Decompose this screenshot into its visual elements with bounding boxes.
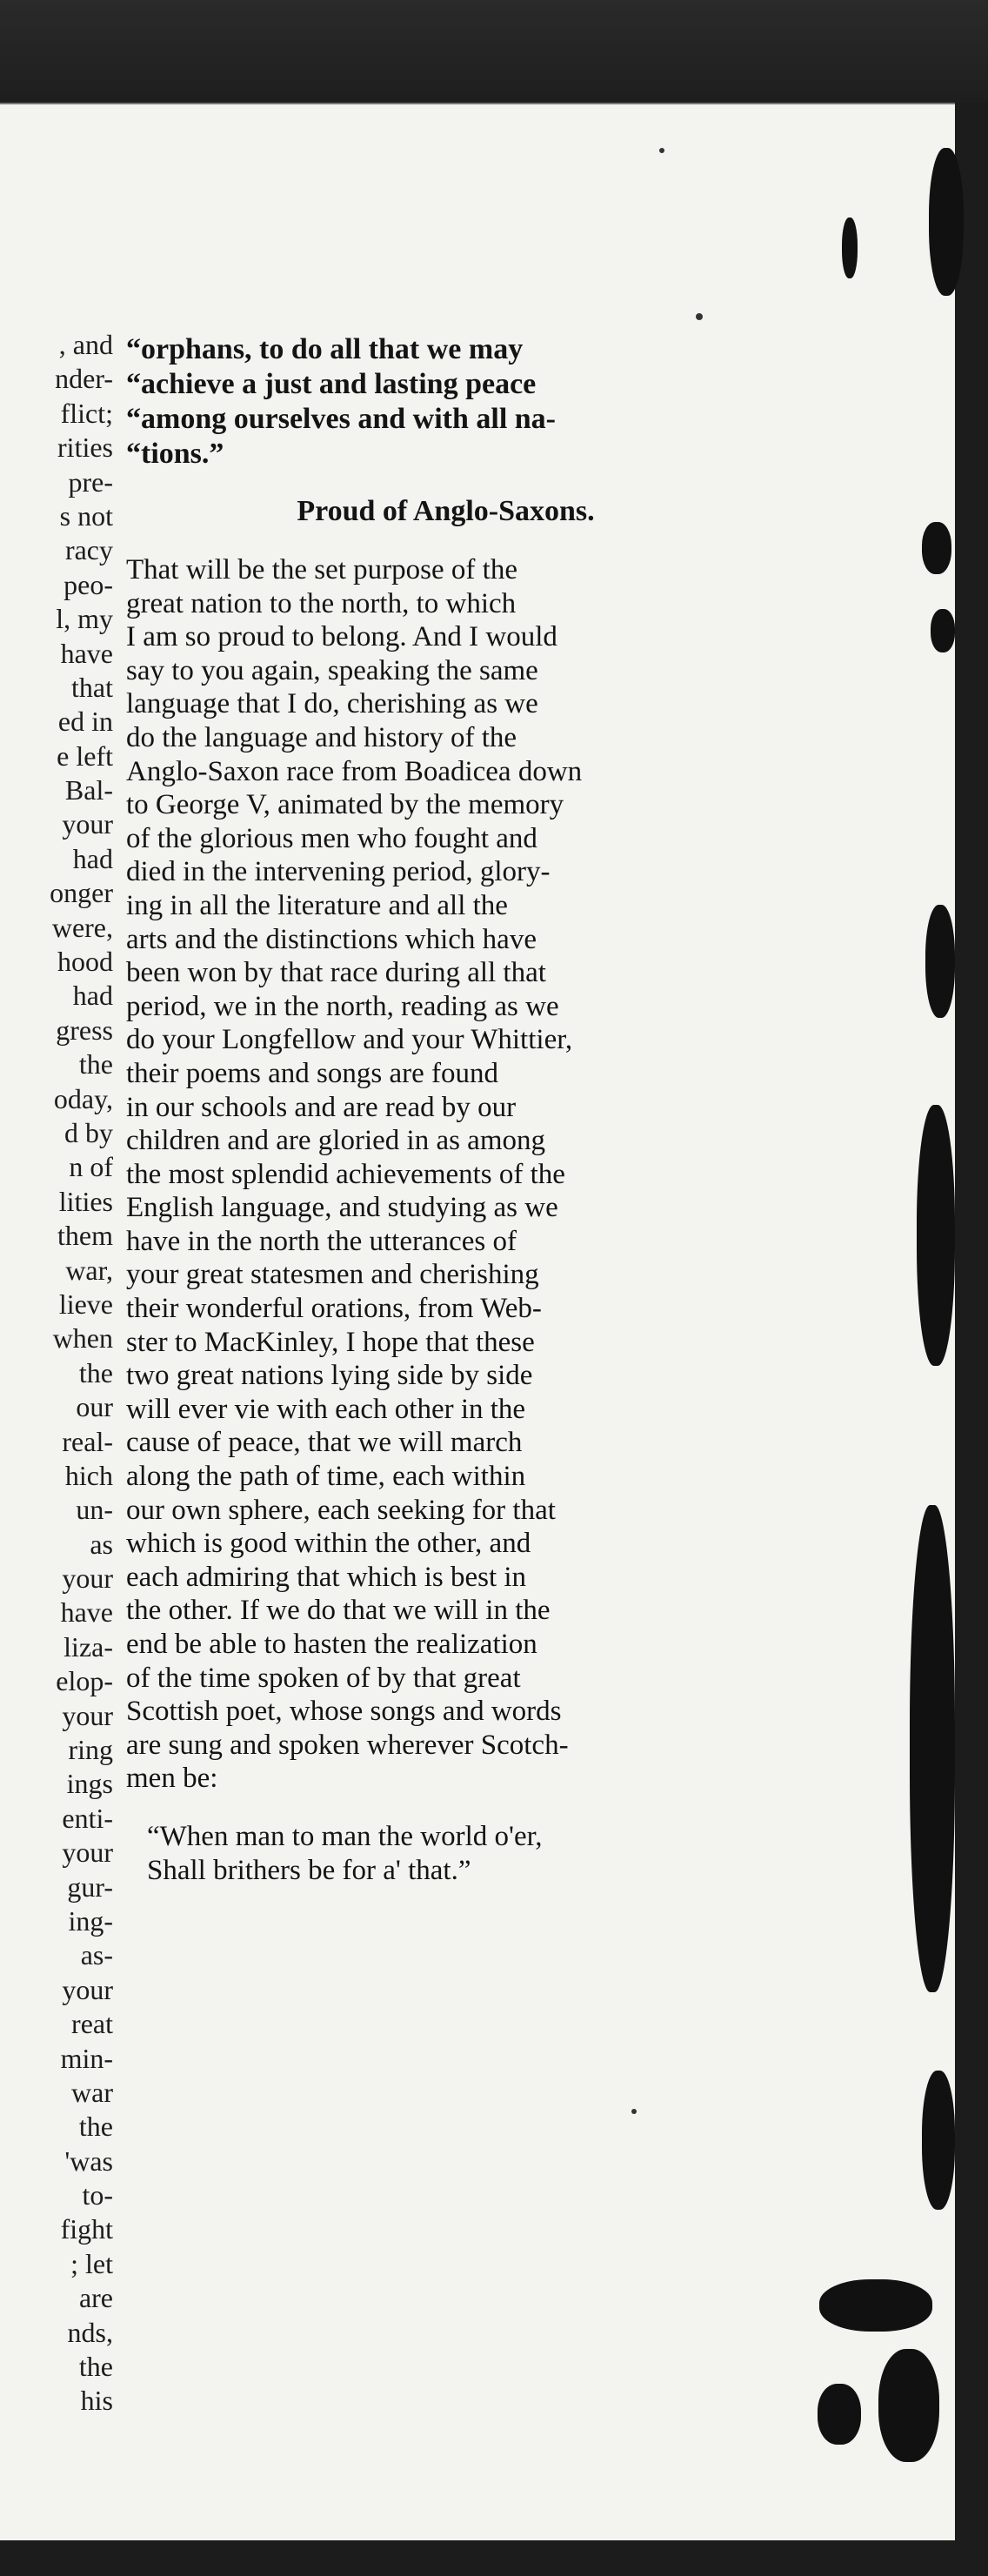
left-column-line: 'was — [64, 2144, 113, 2177]
body-line: end be able to hasten the realization — [126, 1629, 537, 1660]
body-line: have in the north the utterances of — [126, 1225, 517, 1257]
left-column-line: l, my — [56, 603, 113, 635]
left-column-line: s not — [59, 499, 113, 532]
verse-quotation — [126, 1820, 765, 1888]
ink-blot — [922, 522, 951, 574]
body-line: say to you again, speaking the same — [126, 654, 538, 686]
ink-blot — [922, 2071, 955, 2210]
left-column-fragments — [0, 328, 113, 2419]
left-column-line: onger — [50, 877, 113, 909]
subheading: Proud of Anglo-Saxons. — [297, 495, 595, 527]
left-column-line: hood — [57, 946, 113, 978]
left-column-line: elop- — [56, 1665, 113, 1697]
ink-blot — [818, 2384, 861, 2445]
left-column-line: rities — [57, 432, 113, 464]
left-column-line: your — [62, 1699, 113, 1731]
body-line: Scottish poet, whose songs and words — [126, 1696, 562, 1728]
left-column-line: n of — [69, 1151, 113, 1183]
ink-blot — [925, 905, 955, 1018]
left-column-line: pre- — [68, 465, 113, 498]
body-line: do the language and history of the — [126, 721, 517, 753]
left-column-line: lities — [58, 1185, 113, 1217]
ink-blot — [878, 2349, 939, 2462]
ink-blot — [931, 609, 955, 652]
left-column-line: our — [76, 1391, 113, 1423]
left-column-line: your — [62, 1973, 113, 2005]
left-column-line: had — [72, 980, 113, 1012]
left-column-line: the — [78, 2111, 113, 2143]
left-column-line: hich — [64, 1459, 113, 1491]
left-column-line: ing- — [68, 1904, 113, 1937]
left-column-line: min- — [60, 2042, 113, 2074]
verse-line: “When man to man the world o'er, — [147, 1820, 543, 1852]
left-column-line: were, — [51, 911, 113, 943]
closing-quotation — [126, 332, 765, 472]
quote-line: “achieve a just and lasting peace — [126, 368, 537, 400]
quote-line: “among ourselves and with all na- — [126, 403, 556, 435]
left-column-line: gress — [56, 1014, 113, 1046]
body-line: two great nations lying side by side — [126, 1360, 533, 1392]
body-line: in our schools and are read by our — [126, 1091, 517, 1123]
body-line: will ever vie with each other in the — [126, 1393, 526, 1425]
left-column-line: fight — [60, 2213, 113, 2245]
speck — [696, 313, 703, 320]
left-column-line: his — [80, 2385, 113, 2417]
verse-line: Shall brithers be for a' that.” — [147, 1854, 471, 1886]
speck — [659, 148, 664, 153]
ink-blot — [929, 148, 964, 296]
scan-top-border — [0, 0, 988, 103]
scan-right-border — [955, 103, 988, 2576]
body-line: each admiring that which is best in — [126, 1561, 527, 1593]
left-column-line: your — [62, 1837, 113, 1869]
left-column-line: the — [78, 2351, 113, 2383]
body-line: to George V, animated by the memory — [126, 789, 564, 821]
body-line: ing in all the literature and all the — [126, 889, 508, 921]
body-line: of the time spoken of by that great — [126, 1662, 521, 1694]
left-column-line: the — [78, 1356, 113, 1388]
left-column-line: your — [62, 808, 113, 840]
left-column-line: ring — [68, 1734, 113, 1766]
left-column-line: war — [71, 2076, 113, 2108]
left-column-line: war, — [65, 1254, 113, 1286]
body-line: ster to MacKinley, I hope that these — [126, 1326, 535, 1358]
left-column-line: nder- — [55, 363, 113, 395]
left-column-line: oday, — [53, 1082, 113, 1114]
left-column-line: un- — [76, 1494, 113, 1526]
left-column-line: reat — [71, 2008, 113, 2040]
left-column-line: when — [52, 1322, 113, 1355]
body-line: great nation to the north, to which — [126, 587, 517, 619]
body-line: I am so proud to belong. And I would — [126, 621, 557, 653]
left-column-line: that — [71, 671, 113, 703]
body-line: are sung and spoken wherever Scotch- — [126, 1729, 569, 1761]
left-column-line: flict; — [60, 397, 113, 429]
body-line: the other. If we do that we will in the — [126, 1595, 551, 1627]
body-line: children and are gloried in as among — [126, 1125, 545, 1157]
left-column-line: to- — [82, 2179, 113, 2211]
article-column — [126, 332, 765, 1888]
left-column-line: racy — [64, 534, 113, 566]
left-column-line: your — [62, 1562, 113, 1595]
left-column-line: ings — [66, 1768, 113, 1800]
body-line: along the path of time, each within — [126, 1461, 526, 1493]
body-line: your great statesmen and cherishing — [126, 1259, 539, 1291]
body-line: the most splendid achievements of the — [126, 1158, 565, 1190]
body-line: our own sphere, each seeking for that — [126, 1494, 556, 1526]
left-column-line: ; let — [70, 2247, 113, 2279]
body-line: their wonderful orations, from Web- — [126, 1293, 542, 1325]
left-column-line: d by — [64, 1116, 113, 1148]
ink-blot — [910, 1505, 955, 1992]
left-column-line: Bal- — [64, 774, 113, 806]
body-line: been won by that race during all that — [126, 957, 546, 989]
body-line: language that I do, cherishing as we — [126, 688, 538, 720]
left-column-line: nds, — [67, 2316, 113, 2348]
scan-bottom-border — [0, 2539, 955, 2576]
left-column-line: have — [60, 1596, 113, 1629]
left-column-line: e left — [57, 739, 113, 772]
article-body — [126, 553, 765, 1796]
left-column-line: liza- — [63, 1630, 113, 1663]
ink-blot — [819, 2279, 932, 2332]
speck — [631, 2109, 637, 2114]
left-column-line: as- — [80, 1939, 113, 1971]
body-line: English language, and studying as we — [126, 1192, 558, 1224]
body-line: Anglo-Saxon race from Boadicea down — [126, 755, 583, 787]
body-line: period, we in the north, reading as we — [126, 990, 559, 1022]
body-line: arts and the distinctions which have — [126, 923, 537, 955]
body-line: which is good within the other, and — [126, 1528, 531, 1560]
ink-blot — [917, 1105, 955, 1366]
left-column-line: lieve — [58, 1288, 113, 1320]
quote-line: “tions.” — [126, 438, 224, 470]
body-line: cause of peace, that we will march — [126, 1427, 523, 1459]
left-column-line: ed in — [57, 706, 113, 738]
left-column-line: the — [78, 1048, 113, 1081]
left-column-line: real- — [62, 1425, 113, 1457]
quote-line: “orphans, to do all that we may — [126, 333, 524, 365]
body-line: their poems and songs are found — [126, 1057, 498, 1089]
left-column-line: , and — [58, 329, 113, 360]
left-column-line: have — [60, 637, 113, 669]
ink-blot — [842, 217, 858, 278]
left-column-line: peo- — [63, 568, 113, 600]
left-column-line: are — [78, 2282, 113, 2314]
body-line: That will be the set purpose of the — [126, 554, 517, 585]
body-line: do your Longfellow and your Whittier, — [126, 1024, 573, 1056]
left-column-line: as — [90, 1528, 113, 1560]
left-column-line: had — [72, 842, 113, 874]
left-column-line: enti- — [62, 1802, 113, 1834]
left-column-line: them — [57, 1220, 113, 1252]
body-line: of the glorious men who fought and — [126, 822, 537, 854]
body-line: died in the intervening period, glory- — [126, 856, 551, 888]
left-column-line: gur- — [67, 1870, 113, 1903]
body-line: men be: — [126, 1763, 218, 1795]
